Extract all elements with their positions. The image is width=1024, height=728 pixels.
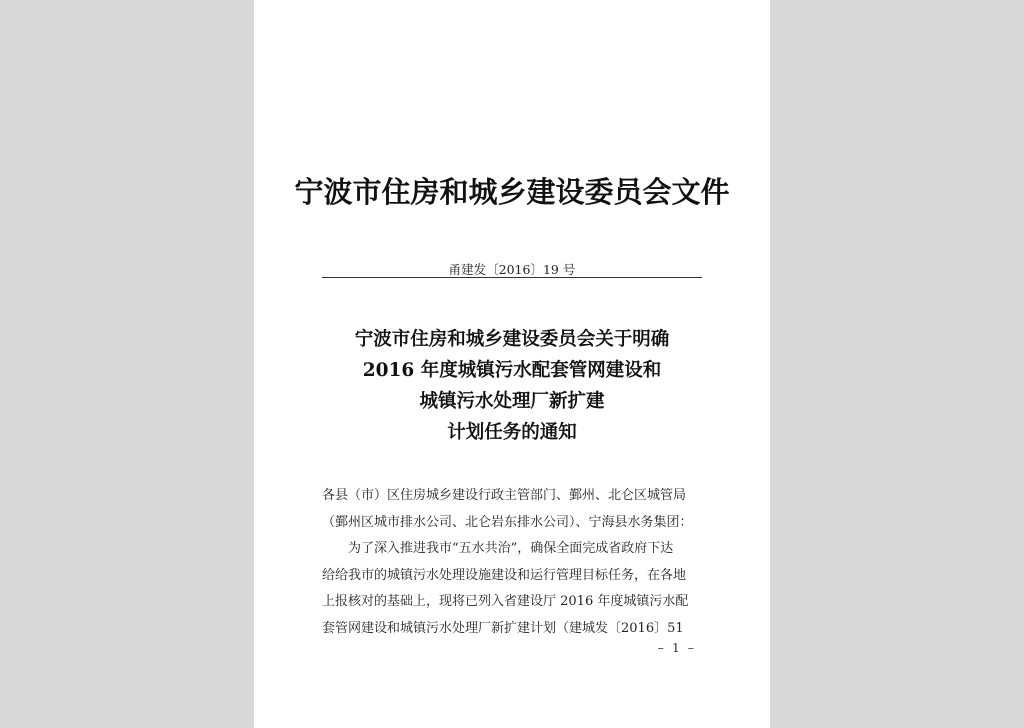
title-line: 计划任务的通知 xyxy=(447,422,577,443)
notice-title xyxy=(254,324,770,448)
document-header: 宁波市住房和城乡建设委员会文件 xyxy=(294,175,730,209)
title-line: 宁波市住房和城乡建设委员会关于明确 xyxy=(354,329,670,350)
header-divider xyxy=(322,277,702,278)
body-line: 各县（市）区住房城乡建设行政主管部门、鄞州、北仑区城管局 xyxy=(322,488,687,503)
body-line: 套管网建设和城镇污水处理厂新扩建计划（建城发〔2016〕51 xyxy=(322,620,684,636)
body-line: 为了深入推进我市“五水共治”，确保全面完成省政府下达 xyxy=(348,541,674,556)
document-page xyxy=(254,0,770,728)
title-line: 城镇污水处理厂新扩建 xyxy=(419,391,605,412)
notice-body xyxy=(322,483,708,642)
body-line: 给给我市的城镇污水处理设施建设和运行管理目标任务，在各地 xyxy=(322,567,687,583)
page-number: – 1 – xyxy=(657,640,696,655)
document-number: 甬建发〔2016〕19 号 xyxy=(448,262,576,277)
body-line: 上报核对的基础上，现将已列入省建设厅 2016 年度城镇污水配 xyxy=(322,594,689,609)
body-line: （鄞州区城市排水公司、北仑岩东排水公司）、宁海县水务集团： xyxy=(322,514,693,530)
title-line: 2016 年度城镇污水配套管网建设和 xyxy=(362,360,662,381)
